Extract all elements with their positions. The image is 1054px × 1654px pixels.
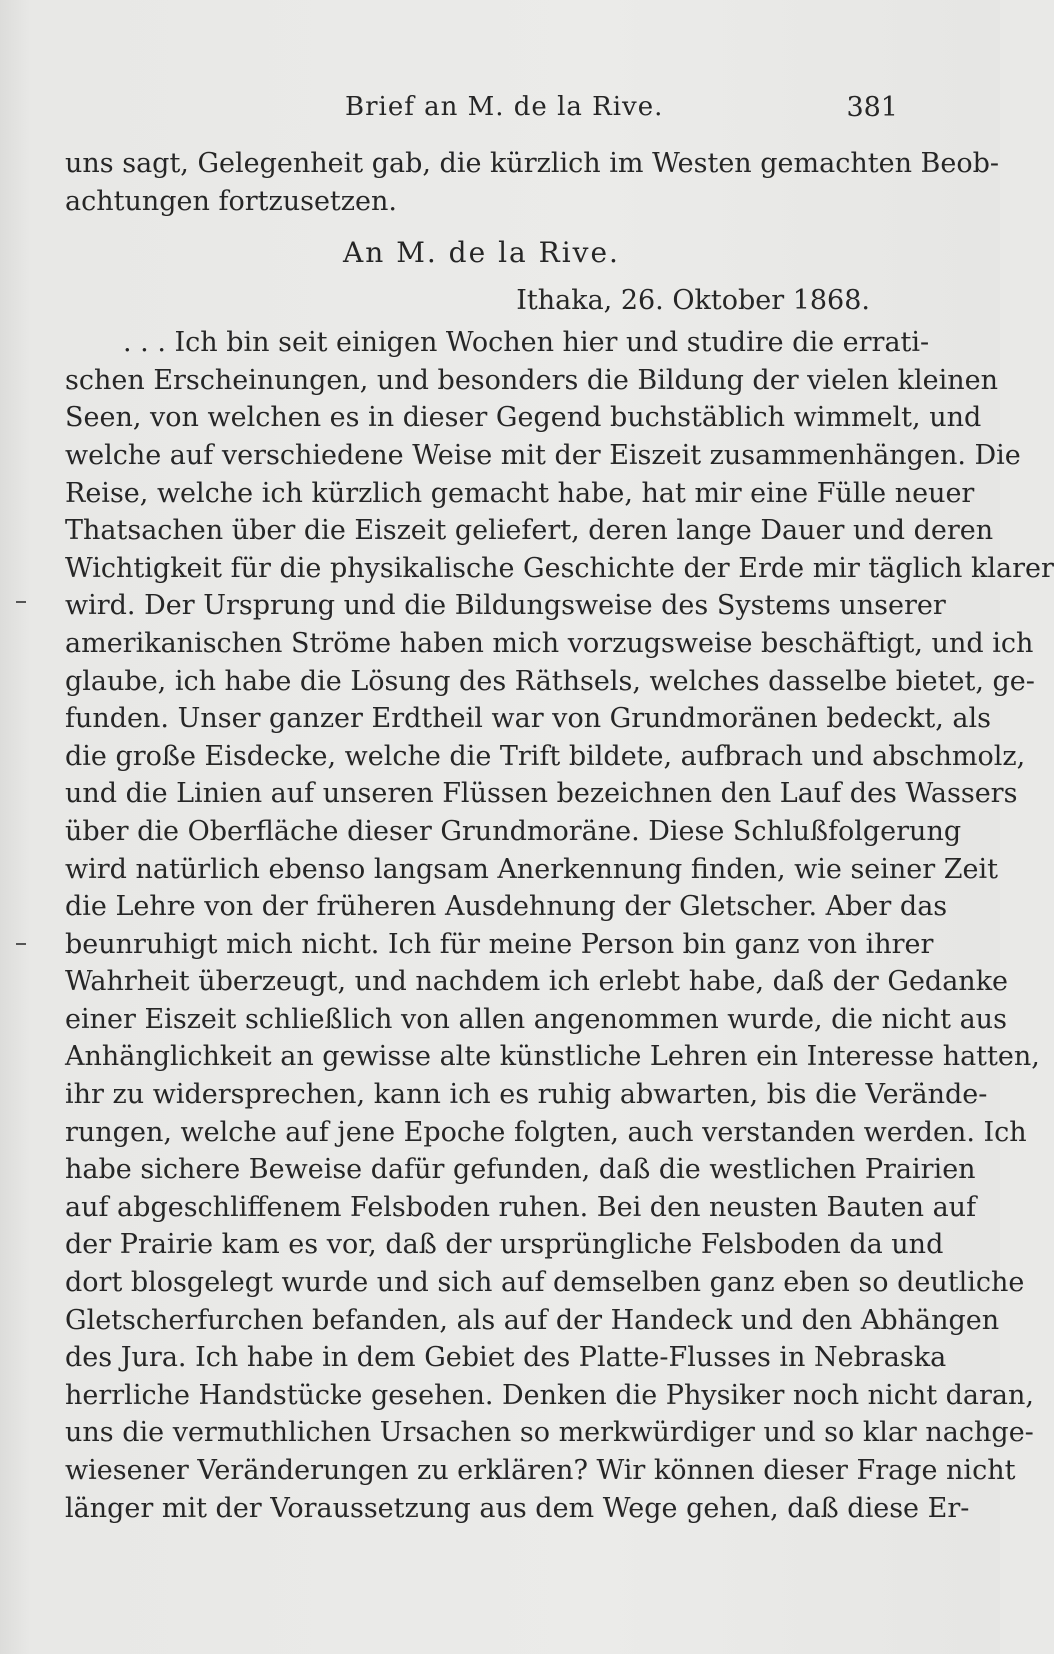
text-line: auf abgeschliffenem Felsboden ruhen. Bei den neusten Bauten auf [65, 1191, 977, 1223]
text-line: . . . Ich bin seit einigen Wochen hier und studire die errati- [123, 327, 930, 359]
letter-salutation: An M. de la Rive. [343, 236, 620, 270]
text-line: rungen, welche auf jene Epoche folgten, auch verstanden werden. Ich [65, 1116, 1027, 1148]
text-line: die Lehre von der früheren Ausdehnung der Gletscher. Aber das [65, 891, 948, 923]
text-line: uns sagt, Gelegenheit gab, die kürzlich im Westen gemachten Beob- [65, 148, 1000, 179]
text-line: schen Erscheinungen, und besonders die Bildung der vielen kleinen [65, 364, 999, 396]
text-line: Wahrheit überzeugt, und nachdem ich erlebt habe, daß der Gedanke [65, 966, 1009, 998]
text-line: amerikanischen Ströme haben mich vorzugsweise beschäftigt, und ich [65, 627, 1034, 659]
text-line: Thatsachen über die Eiszeit geliefert, deren lange Dauer und deren [65, 515, 994, 547]
running-head: Brief an M. de la Rive. [345, 92, 664, 122]
text-line: länger mit der Voraussetzung aus dem Wege gehen, daß diese Er- [65, 1492, 970, 1524]
margin-mark [16, 943, 26, 945]
text-line: dort blosgelegt wurde und sich auf demselben ganz eben so deutliche [65, 1267, 1025, 1299]
text-line: uns die vermuthlichen Ursachen so merkwürdiger und so klar nachge- [65, 1417, 1034, 1449]
text-line: die große Eisdecke, welche die Trift bildete, aufbrach und abschmolz, [65, 740, 1026, 772]
page-header [65, 92, 898, 132]
text-line: glaube, ich habe die Lösung des Räthsels, welches dasselbe bietet, ge- [65, 665, 1035, 697]
text-line: wiesener Veränderungen zu erklären? Wir können dieser Frage nicht [65, 1455, 1016, 1486]
text-line: ihr zu widersprechen, kann ich es ruhig abwarten, bis die Verände- [65, 1079, 988, 1111]
text-line: einer Eiszeit schließlich von allen angenommen wurde, die nicht aus [65, 1003, 1007, 1035]
text-line: und die Linien auf unseren Flüssen bezeichnen den Lauf des Wassers [65, 778, 1018, 810]
text-line: herrliche Handstücke gesehen. Denken die Physiker noch nicht daran, [65, 1379, 1034, 1411]
text-line: Anhänglichkeit an gewisse alte künstliche Lehren ein Interesse hatten, [65, 1041, 1040, 1073]
text-line: Wichtigkeit für die physikalische Geschichte der Erde mir täglich klarer [65, 552, 1054, 584]
page-number: 381 [846, 92, 898, 123]
text-line: beunruhigt mich nicht. Ich für meine Person bin ganz von ihrer [65, 928, 934, 960]
letter-dateline: Ithaka, 26. Oktober 1868. [516, 285, 870, 317]
text-line: Seen, von welchen es in dieser Gegend buchstäblich wimmelt, und [65, 402, 982, 434]
text-line: Gletscherfurchen befanden, als auf der Handeck und den Abhängen [65, 1304, 1000, 1336]
text-line: der Prairie kam es vor, daß der ursprüngliche Felsboden da und [65, 1229, 944, 1261]
text-line: Reise, welche ich kürzlich gemacht habe, hat mir eine Fülle neuer [65, 477, 975, 509]
margin-mark [16, 601, 26, 603]
text-line: welche auf verschiedene Weise mit der Eiszeit zusammenhängen. Die [65, 439, 1021, 471]
letter-text [65, 324, 1054, 1527]
text-line: wird. Der Ursprung und die Bildungsweise des Systems unserer [65, 590, 946, 622]
text-line: wird natürlich ebenso langsam Anerkennung finden, wie seiner Zeit [65, 853, 998, 885]
text-line: achtungen fortzusetzen. [65, 185, 397, 217]
text-line: des Jura. Ich habe in dem Gebiet des Platte-Flusses in Nebraska [65, 1342, 947, 1374]
text-line: habe sichere Beweise dafür gefunden, daß die westlichen Prairien [65, 1154, 976, 1186]
text-line: über die Oberfläche dieser Grundmoräne. Diese Schlußfolgerung [65, 815, 962, 847]
text-line: funden. Unser ganzer Erdtheil war von Grundmoränen bedeckt, als [65, 703, 992, 735]
page-body [65, 145, 1054, 1527]
